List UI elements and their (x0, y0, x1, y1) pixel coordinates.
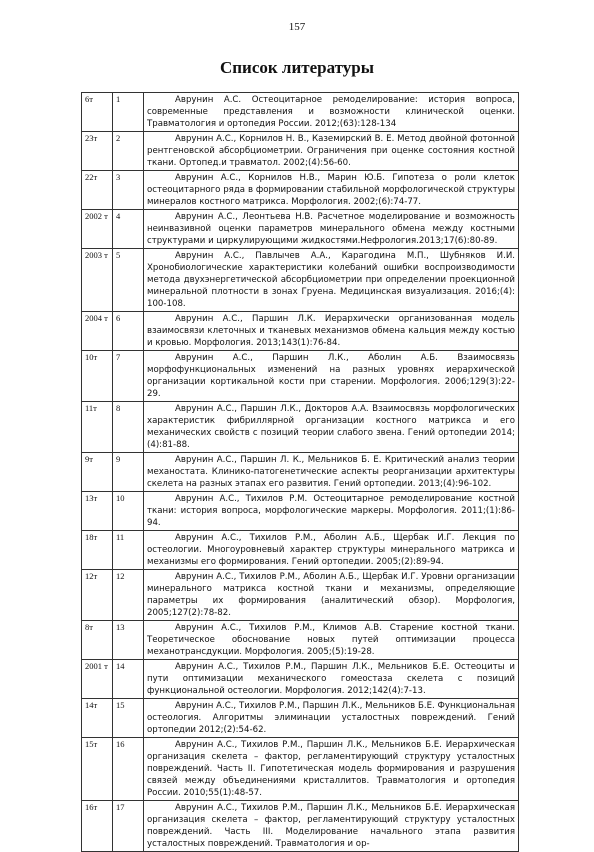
reference-text: Аврунин А.С., Павлычев А.А., Карагодина М.П., Шубняков И.И. Хронобиологические характеристики колебаний ошибки воспроизводимости метода двухэнергетической абсорбциометрии при определении проекционной минеральной плотности в зонах Груена. Медицинская визуализация. 2016;(4): 100-108. (144, 249, 519, 312)
reference-row (82, 531, 519, 570)
references-body (82, 93, 519, 852)
reference-tag: 2002 т (82, 210, 113, 249)
reference-text: Аврунин А.С., Тихилов Р.М. Остеоцитарное ремоделирование костной ткани: история вопроса, морфологические маркеры. Морфология. 2011;(1):86-94. (144, 492, 519, 531)
reference-row (82, 210, 519, 249)
reference-number: 4 (113, 210, 144, 249)
reference-row (82, 453, 519, 492)
reference-number: 3 (113, 171, 144, 210)
reference-tag: 12т (82, 570, 113, 621)
reference-row (82, 570, 519, 621)
page-number: 157 (288, 21, 306, 33)
reference-row (82, 699, 519, 738)
reference-row (82, 492, 519, 531)
reference-number: 12 (113, 570, 144, 621)
reference-number: 1 (113, 93, 144, 132)
reference-number: 9 (113, 453, 144, 492)
reference-number: 8 (113, 402, 144, 453)
reference-number: 5 (113, 249, 144, 312)
reference-tag: 2004 т (82, 312, 113, 351)
reference-tag: 11т (82, 402, 113, 453)
reference-tag: 9т (82, 453, 113, 492)
reference-text: Аврунин А.С., Корнилов Н. В., Каземирский В. Е. Метод двойной фотонной рентгеновской абсорбциометрии. Ограничения при оценке состояния костной ткани. Ортопед.и травматол. 2002;(4):56-60. (144, 132, 519, 171)
reference-text: Аврунин А.С., Корнилов Н.В., Марин Ю.Б. Гипотеза о роли клеток остеоцитарного ряда в формировании стабильной морфологической структуры минералов костного матрикса. Морфология. 2002;(6):74-77. (144, 171, 519, 210)
reference-row (82, 351, 519, 402)
reference-tag: 6т (82, 93, 113, 132)
reference-text: Аврунин А.С., Тихилов Р.М., Паршин Л.К., Мельников Б.Е. Иерархическая организация скелета – фактор, регламентирующий структуру усталостных повреждений. Часть III. Моделирование начального этапа развития усталостных повреждений. Травматология и ор- (144, 801, 519, 852)
reference-text: Аврунин А.С., Паршин Л.К. Иерархически организованная модель взаимосвязи клеточных и тканевых механизмов обмена кальция между костью и кровью. Морфология. 2013;143(1):76-84. (144, 312, 519, 351)
reference-number: 15 (113, 699, 144, 738)
reference-text: Аврунин А.С., Тихилов Р.М., Паршин Л.К., Мельников Б.Е. Иерархическая организация скелета – фактор, регламентирующий структуру усталостных повреждений. Часть II. Гипотетическая модель формирования и разрушения связей между объединениями кристаллитов. Травматология и ортопедия России. 2010;55(1):48-57. (144, 738, 519, 801)
reference-tag: 8т (82, 621, 113, 660)
reference-row (82, 738, 519, 801)
reference-number: 10 (113, 492, 144, 531)
reference-number: 13 (113, 621, 144, 660)
reference-tag: 18т (82, 531, 113, 570)
reference-row (82, 249, 519, 312)
page-title: Список литературы (219, 58, 375, 77)
reference-row (82, 801, 519, 852)
reference-number: 7 (113, 351, 144, 402)
reference-number: 16 (113, 738, 144, 801)
reference-text: Аврунин А.С., Паршин Л.К., Докторов А.А. Взаимосвязь морфологических характеристик фибриллярной организации костного матрикса и его механических свойств с позиций теории слабого звена. Гений ортопедии 2014;(4):81-88. (144, 402, 519, 453)
reference-row (82, 621, 519, 660)
reference-text: Аврунин А.С. Остеоцитарное ремоделирование: история вопроса, современные представления и возможности клинической оценки. Травматология и ортопедия России. 2012;(63):128-134 (144, 93, 519, 132)
reference-number: 17 (113, 801, 144, 852)
reference-row (82, 132, 519, 171)
reference-row (82, 312, 519, 351)
reference-text: Аврунин А.С., Паршин Л.К., Аболин А.Б. Взаимосвязь морфофункциональных изменений на разных уровнях иерархической организации кортикальной кости при старении. Морфология. 2006;129(3):22-29. (144, 351, 519, 402)
reference-row (82, 171, 519, 210)
reference-text: Аврунин А.С., Паршин Л. К., Мельников Б. Е. Критический анализ теории механостата. Клинико-патогенетические аспекты реорганизации архитектуры скелета на разных этапах его развития. Гений ортопедии. 2013;(4):96-102. (144, 453, 519, 492)
reference-tag: 2001 т (82, 660, 113, 699)
reference-tag: 14т (82, 699, 113, 738)
reference-tag: 13т (82, 492, 113, 531)
reference-number: 2 (113, 132, 144, 171)
reference-row (82, 402, 519, 453)
reference-tag: 23т (82, 132, 113, 171)
reference-text: Аврунин А.С., Тихилов Р.М., Паршин Л.К., Мельников Б.Е. Остеоциты и пути оптимизации механического гомеостаза скелета с позиций функциональной остеологии. Морфология. 2012;142(4):7-13. (144, 660, 519, 699)
reference-row (82, 660, 519, 699)
reference-tag: 10т (82, 351, 113, 402)
reference-tag: 15т (82, 738, 113, 801)
references-table (81, 92, 519, 852)
reference-text: Аврунин А.С., Тихилов Р.М., Паршин Л.К., Мельников Б.Е. Функциональная остеология. Алгоритмы элиминации усталостных повреждений. Гений ортопедии 2012;(2):54-62. (144, 699, 519, 738)
reference-number: 14 (113, 660, 144, 699)
reference-tag: 16т (82, 801, 113, 852)
reference-tag: 22т (82, 171, 113, 210)
reference-row (82, 93, 519, 132)
reference-text: Аврунин А.С., Тихилов Р.М., Аболин А.Б., Щербак И.Г. Лекция по остеологии. Многоуровневый характер структуры минерального матрикса и механизмы его формирования. Гений ортопедии. 2005;(2):89-94. (144, 531, 519, 570)
reference-text: Аврунин А.С., Тихилов Р.М., Климов А.В. Старение костной ткани. Теоретическое обоснование новых путей оптимизации процесса механотрансдукции. Морфология. 2005;(5):19-28. (144, 621, 519, 660)
reference-tag: 2003 т (82, 249, 113, 312)
reference-number: 11 (113, 531, 144, 570)
reference-text: Аврунин А.С., Тихилов Р.М., Аболин А.Б., Щербак И.Г. Уровни организации минерального матрикса костной ткани и механизмы, определяющие параметры их формирования (аналитический обзор). Морфология, 2005;127(2):78-82. (144, 570, 519, 621)
reference-number: 6 (113, 312, 144, 351)
reference-text: Аврунин А.С., Леонтьева Н.В. Расчетное моделирование и возможность неинвазивной оценки параметров минерального обмена между костными структурами и циркулирующими жидкостями.Нефрология.2013;17(6):80-89. (144, 210, 519, 249)
